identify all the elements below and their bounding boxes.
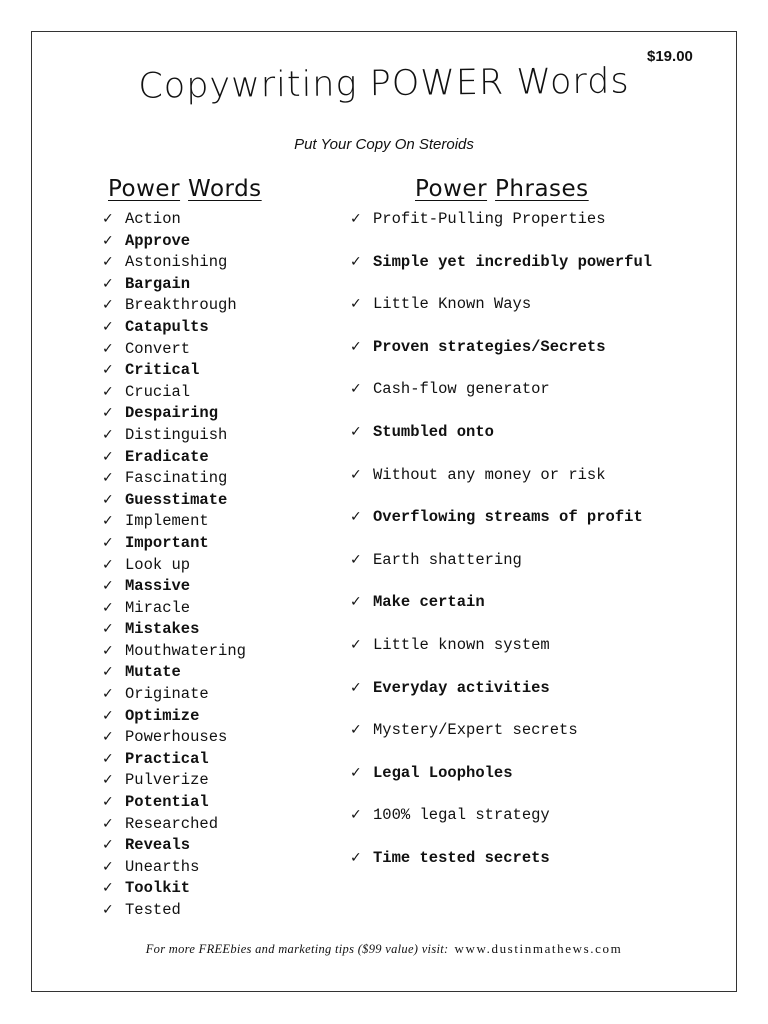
checkmark-icon: ✓ — [350, 551, 362, 568]
power-phrase-item — [350, 422, 652, 465]
power-word-item — [102, 403, 246, 425]
power-phrase-item — [350, 337, 652, 380]
power-phrase-item — [350, 209, 652, 252]
checkmark-icon: ✓ — [350, 338, 362, 355]
checkmark-icon: ✓ — [102, 772, 114, 789]
power-phrase-item — [350, 252, 652, 295]
power-words-heading — [108, 176, 262, 202]
power-phrase-item-text: 100% legal strategy — [373, 806, 550, 825]
power-word-item-text: Look up — [125, 555, 191, 574]
checkmark-icon: ✓ — [102, 599, 114, 616]
power-phrase-item-text: Simple yet incredibly powerful — [373, 252, 653, 271]
power-phrase-item — [350, 720, 652, 763]
power-word-item-text: Mouthwatering — [125, 641, 246, 660]
checkmark-icon: ✓ — [350, 509, 362, 526]
power-word-item — [102, 727, 246, 749]
power-word-item-text: Toolkit — [125, 879, 191, 898]
checkmark-icon: ✓ — [102, 405, 114, 422]
power-word-item-text: Massive — [125, 577, 191, 596]
power-word-item — [102, 468, 246, 490]
power-phrase-item-text: Without any money or risk — [373, 465, 606, 484]
power-word-item-text: Mutate — [125, 663, 181, 682]
price-label: $19.00 — [647, 48, 693, 65]
power-phrase-item — [350, 592, 652, 635]
power-word-item-text: Tested — [125, 901, 181, 919]
checkmark-icon: ✓ — [102, 232, 114, 249]
power-word-item — [102, 425, 246, 447]
power-word-item — [102, 835, 246, 857]
power-phrase-item-text: Profit-Pulling Properties — [373, 210, 606, 228]
power-phrase-item — [350, 763, 652, 806]
checkmark-icon: ✓ — [350, 423, 362, 440]
power-word-item-text: Guesstimate — [125, 490, 228, 509]
power-word-item — [102, 274, 246, 296]
power-word-item — [102, 555, 246, 577]
checkmark-icon: ✓ — [102, 621, 114, 638]
power-word-item — [102, 749, 246, 771]
power-word-item-text: Originate — [125, 685, 209, 704]
checkmark-icon: ✓ — [350, 636, 362, 653]
checkmark-icon: ✓ — [350, 466, 362, 483]
checkmark-icon: ✓ — [102, 815, 114, 832]
power-phrase-item-text: Everyday activities — [373, 678, 550, 697]
checkmark-icon: ✓ — [102, 275, 114, 292]
power-word-item — [102, 878, 246, 900]
footer-url[interactable]: www.dustinmathews.com — [454, 941, 623, 956]
power-word-item-text: Convert — [125, 339, 191, 358]
heading-word: Words — [188, 176, 262, 202]
power-word-item — [102, 900, 246, 922]
power-word-item — [102, 576, 246, 598]
power-word-item-text: Catapults — [125, 317, 209, 336]
checkmark-icon: ✓ — [102, 340, 114, 357]
power-word-item — [102, 317, 246, 339]
footer — [0, 941, 768, 957]
power-word-item — [102, 231, 246, 253]
power-word-item-text: Bargain — [125, 274, 191, 293]
power-phrase-item — [350, 465, 652, 508]
power-word-item — [102, 295, 246, 317]
checkmark-icon: ✓ — [102, 362, 114, 379]
power-word-item — [102, 598, 246, 620]
power-word-item — [102, 641, 246, 663]
power-word-item-text: Crucial — [125, 382, 191, 401]
checkmark-icon: ✓ — [350, 296, 362, 313]
power-word-item — [102, 490, 246, 512]
checkmark-icon: ✓ — [102, 448, 114, 465]
power-word-item — [102, 792, 246, 814]
power-phrase-item — [350, 848, 652, 891]
checkmark-icon: ✓ — [350, 211, 362, 227]
checkmark-icon: ✓ — [102, 837, 114, 854]
power-words-list — [102, 209, 246, 922]
checkmark-icon: ✓ — [102, 686, 114, 703]
checkmark-icon: ✓ — [102, 902, 114, 918]
power-word-item — [102, 252, 246, 274]
power-word-item — [102, 360, 246, 382]
footer-note: For more FREEbies and marketing tips ($99 value) visit: — [145, 942, 449, 956]
power-phrase-item-text: Make certain — [373, 593, 485, 612]
checkmark-icon: ✓ — [350, 807, 362, 824]
power-word-item-text: Implement — [125, 512, 209, 531]
checkmark-icon: ✓ — [102, 880, 114, 897]
power-word-item-text: Critical — [125, 361, 200, 380]
power-word-item-text: Distinguish — [125, 425, 228, 444]
power-word-item-text: Fascinating — [125, 469, 228, 488]
checkmark-icon: ✓ — [102, 383, 114, 400]
checkmark-icon: ✓ — [102, 426, 114, 443]
checkmark-icon: ✓ — [102, 491, 114, 508]
power-phrase-item — [350, 550, 652, 593]
power-phrase-item — [350, 635, 652, 678]
power-phrase-item — [350, 294, 652, 337]
checkmark-icon: ✓ — [102, 578, 114, 595]
power-word-item — [102, 511, 246, 533]
checkmark-icon: ✓ — [350, 722, 362, 739]
power-word-item — [102, 209, 246, 231]
checkmark-icon: ✓ — [102, 534, 114, 551]
checkmark-icon: ✓ — [102, 297, 114, 314]
power-word-item-text: Mistakes — [125, 620, 200, 639]
power-phrases-list — [350, 209, 652, 891]
page-title: Copywriting POWER Words — [138, 61, 630, 107]
power-word-item-text: Despairing — [125, 404, 219, 423]
power-word-item-text: Pulverize — [125, 771, 209, 790]
checkmark-icon: ✓ — [350, 253, 362, 270]
checkmark-icon: ✓ — [102, 729, 114, 746]
power-word-item — [102, 706, 246, 728]
power-phrase-item-text: Little known system — [373, 635, 550, 654]
page-subtitle: Put Your Copy On Steroids — [294, 136, 474, 153]
checkmark-icon: ✓ — [102, 211, 114, 227]
power-phrase-item — [350, 678, 652, 721]
power-phrase-item-text: Stumbled onto — [373, 422, 494, 441]
checkmark-icon: ✓ — [102, 642, 114, 659]
power-word-item-text: Powerhouses — [125, 728, 228, 747]
power-phrase-item-text: Time tested secrets — [373, 848, 550, 867]
checkmark-icon: ✓ — [102, 470, 114, 487]
checkmark-icon: ✓ — [350, 764, 362, 781]
checkmark-icon: ✓ — [102, 707, 114, 724]
power-phrase-item — [350, 805, 652, 848]
power-word-item-text: Optimize — [125, 706, 200, 725]
power-word-item-text: Researched — [125, 814, 219, 833]
heading-word: Phrases — [495, 176, 589, 202]
power-word-item — [102, 662, 246, 684]
power-phrases-heading — [415, 176, 589, 202]
power-phrase-item-text: Little Known Ways — [373, 295, 532, 314]
checkmark-icon: ✓ — [102, 664, 114, 681]
power-word-item — [102, 447, 246, 469]
power-word-item — [102, 770, 246, 792]
power-word-item — [102, 857, 246, 879]
power-phrase-item-text: Proven strategies/Secrets — [373, 337, 606, 356]
power-word-item-text: Miracle — [125, 598, 191, 617]
heading-word: Power — [108, 176, 181, 202]
power-word-item-text: Astonishing — [125, 253, 228, 272]
checkmark-icon: ✓ — [102, 254, 114, 271]
power-word-item — [102, 814, 246, 836]
power-word-item — [102, 339, 246, 361]
checkmark-icon: ✓ — [350, 679, 362, 696]
power-phrase-item-text: Overflowing streams of profit — [373, 508, 643, 527]
power-word-item — [102, 533, 246, 555]
checkmark-icon: ✓ — [350, 381, 362, 398]
power-word-item — [102, 684, 246, 706]
checkmark-icon: ✓ — [102, 858, 114, 875]
power-word-item-text: Action — [125, 210, 181, 228]
checkmark-icon: ✓ — [102, 556, 114, 573]
power-word-item — [102, 619, 246, 641]
checkmark-icon: ✓ — [102, 794, 114, 811]
power-word-item-text: Breakthrough — [125, 296, 237, 315]
power-phrase-item — [350, 379, 652, 422]
power-word-item-text: Unearths — [125, 857, 200, 876]
checkmark-icon: ✓ — [102, 750, 114, 767]
checkmark-icon: ✓ — [350, 849, 362, 866]
power-word-item-text: Approve — [125, 231, 191, 250]
power-word-item-text: Potential — [125, 793, 209, 812]
heading-word: Power — [415, 176, 488, 202]
power-phrase-item-text: Mystery/Expert secrets — [373, 721, 578, 740]
power-phrase-item — [350, 507, 652, 550]
checkmark-icon: ✓ — [102, 318, 114, 335]
power-phrase-item-text: Earth shattering — [373, 550, 522, 569]
power-word-item — [102, 382, 246, 404]
power-word-item-text: Important — [125, 533, 209, 552]
checkmark-icon: ✓ — [102, 513, 114, 530]
power-word-item-text: Reveals — [125, 836, 191, 855]
power-phrase-item-text: Cash-flow generator — [373, 380, 550, 399]
power-phrase-item-text: Legal Loopholes — [373, 763, 513, 782]
power-word-item-text: Practical — [125, 749, 209, 768]
checkmark-icon: ✓ — [350, 594, 362, 611]
power-word-item-text: Eradicate — [125, 447, 209, 466]
